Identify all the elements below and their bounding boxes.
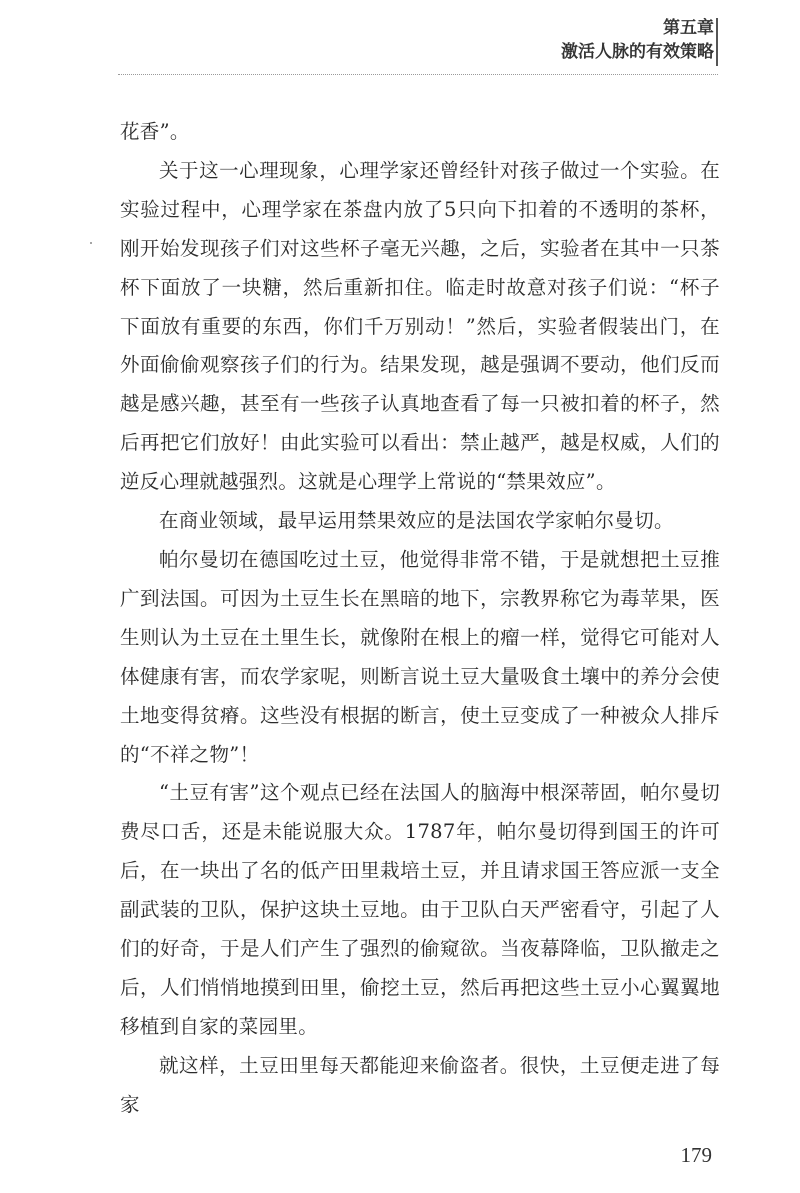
paragraph-continuation: 花香”。 bbox=[120, 120, 190, 143]
paragraph-potato-germany: 帕尔曼切在德国吃过土豆，他觉得非常不错，于是就想把土豆推广到法国。可因为土豆生长在黑暗的地下，宗教界称它为毒苹果，医生则认为土豆在土里生长，就像附在根上的瘤一样，觉得它可能对人体健康有害，而农学家呢，则断言说土豆大量吸食土壤中的养分会使土地变得贫瘠。这些没有根据的断言，使土豆变成了一种被众人排斥的“不祥之物”！ bbox=[120, 547, 720, 766]
paragraph-potato-harmful: “土豆有害”这个观点已经在法国人的脑海中根深蒂固，帕尔曼切费尽口舌，还是未能说服大众。1787年，帕尔曼切得到国王的许可后，在一块出了名的低产田里栽培土豆，并且请求国王答应派一支全副武装的卫队，保护这块土豆地。由于卫队白天严密看守，引起了人们的好奇，于是人们产生了强烈的偷窥欲。当夜幕降临，卫队撤走之后，人们悄悄地摸到田里，偷挖土豆，然后再把这些土豆小心翼翼地移植到自家的菜园里。 bbox=[120, 781, 720, 1038]
paragraph-thieves: 就这样，土豆田里每天都能迎来偷盗者。很快，土豆便走进了每家 bbox=[120, 1053, 720, 1116]
page-number: 179 bbox=[680, 1143, 712, 1167]
running-header bbox=[561, 16, 714, 64]
paragraph-experiment: 关于这一心理现象，心理学家还曾经针对孩子做过一个实验。在实验过程中，心理学家在茶盘内放了5只向下扣着的不透明的茶杯，刚开始发现孩子们对这些杯子毫无兴趣，之后，实验者在其中一只茶杯下面放了一块糖，然后重新扣住。临走时故意对孩子们说：“杯子下面放有重要的东西，你们千万别动！”然后，实验者假装出门，在外面偷偷观察孩子们的行为。结果发现，越是强调不要动，他们反而越是感兴趣，甚至有一些孩子认真地查看了每一只被扣着的杯子，然后再把它们放好！由此实验可以看出：禁止越严，越是权威，人们的逆反心理就越强烈。这就是心理学上常说的“禁果效应”。 bbox=[120, 158, 720, 494]
header-bar bbox=[716, 18, 718, 66]
chapter-title: 激活人脉的有效策略 bbox=[561, 42, 714, 62]
paragraph-business: 在商业领域，最早运用禁果效应的是法国农学家帕尔曼切。 bbox=[159, 509, 674, 533]
chapter-number: 第五章 bbox=[663, 18, 714, 38]
page-body bbox=[120, 113, 720, 1125]
scan-speck bbox=[90, 242, 92, 244]
header-divider bbox=[118, 74, 718, 75]
